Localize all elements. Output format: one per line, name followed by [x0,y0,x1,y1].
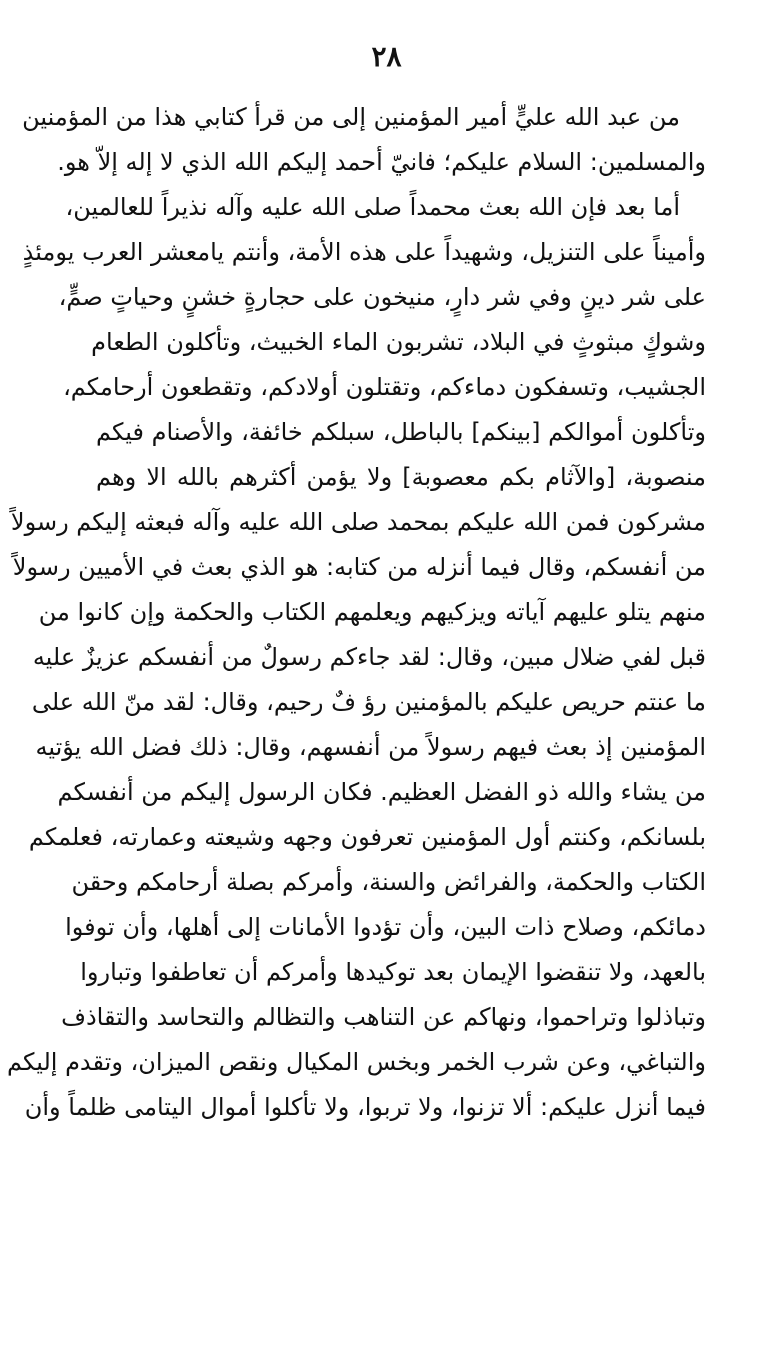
text-line: منصوبة، [والآثام بكم معصوبة] ولا يؤمن أكثرهم بالله الا وهم [96,463,706,491]
body-text [6,95,706,1130]
text-line: فيما أنزل عليكم: ألا تزنوا، ولا تربوا، ولا تأكلوا أموال اليتامى ظلماً وأن [24,1093,706,1121]
text-line: أما بعد فإن الله بعث محمداً صلى الله عليه وآله نذيراً للعالمين، [65,193,680,221]
page-number: ٢٨ [371,40,402,73]
text-line: الكتاب والحكمة، والفرائض والسنة، وأمركم بصلة أرحامكم وحقن [71,868,706,896]
text-line: من يشاء والله ذو الفضل العظيم. فكان الرسول إليكم من أنفسكم [57,778,706,806]
text-line: على شر دينٍ وفي شر دارٍ، منيخون على حجارةٍ خشنٍ وحياتٍ صمٍّ، [58,283,706,311]
text-line: بلسانكم، وكنتم أول المؤمنين تعرفون وجهه وشيعته وعمارته، فعلمكم [28,823,706,851]
text-line: مشركون فمن الله عليكم بمحمد صلى الله عليه وآله فبعثه إليكم رسولاً [10,508,706,536]
text-line: وتباذلوا وتراحموا، ونهاكم عن التناهب والتظالم والتحاسد والتقاذف [61,1003,706,1031]
text-line: وأميناً على التنزيل، وشهيداً على هذه الأمة، وأنتم يامعشر العرب يومئذٍ [22,238,706,266]
text-line: وشوكٍ مبثوثٍ في البلاد، تشربون الماء الخبيث، وتأكلون الطعام [91,328,706,356]
text-line: والتباغي، وعن شرب الخمر وبخس المكيال ونقص الميزان، وتقدم إليكم [6,1048,706,1076]
text-line: المؤمنين إذ بعث فيهم رسولاً من أنفسهم، وقال: ذلك فضل الله يؤتيه [35,733,706,761]
text-line: الجشيب، وتسفكون دماءكم، وتقتلون أولادكم، وتقطعون أرحامكم، [63,373,706,401]
text-line: ما عنتم حريص عليكم بالمؤمنين رؤ فٌ رحيم، وقال: لقد منّ الله على [31,688,706,716]
text-line: منهم يتلو عليهم آياته ويزكيهم ويعلمهم الكتاب والحكمة وإن كانوا من [38,598,706,626]
text-line: دمائكم، وصلاح ذات البين، وأن تؤدوا الأمانات إلى أهلها، وأن توفوا [65,913,706,941]
text-line: من أنفسكم، وقال فيما أنزله من كتابه: هو الذي بعث في الأميين رسولاً [12,553,706,581]
text-line: والمسلمين: السلام عليكم؛ فانيّ أحمد إليكم الله الذي لا إله إلاّ هو. [57,148,706,176]
text-line: بالعهد، ولا تنقضوا الإيمان بعد توكيدها وأمركم أن تعاطفوا وتباروا [80,958,706,986]
text-line: من عبد الله عليٍّ أمير المؤمنين إلى من قرأ كتابي هذا من المؤمنين [22,103,680,131]
text-line: قبل لفي ضلال مبين، وقال: لقد جاءكم رسولٌ من أنفسكم عزيزٌ عليه [32,643,706,671]
text-line: وتأكلون أموالكم [بينكم] بالباطل، سبلكم خائفة، والأصنام فيكم [96,418,706,446]
